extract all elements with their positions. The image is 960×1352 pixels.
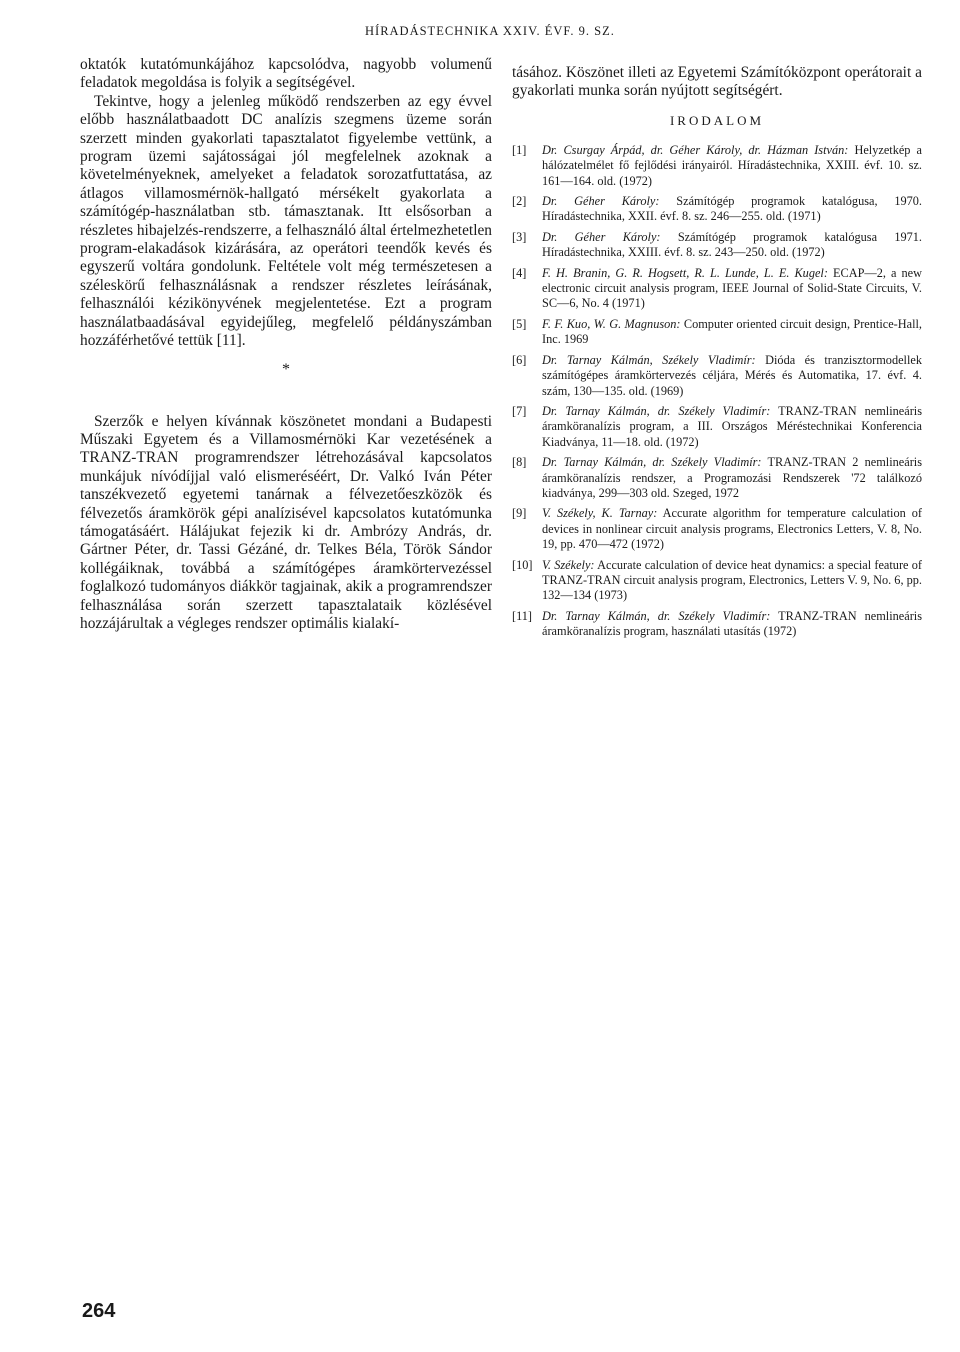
references-list <box>512 143 922 640</box>
reference-author: Dr. Csurgay Árpád, dr. Géher Károly, dr. Házman István: <box>542 142 849 157</box>
reference-body: Számítógép programok katalógusa, 1970. Híradástechnika, XXII. évf. 8. sz. 246—255. old. (1971) <box>542 194 923 224</box>
reference-body: Helyzetkép a hálózatelmélet fő fejlődési irányairól. Híradástechnika, XXIII. évf. 10. sz. 161—164. old. (1972) <box>542 142 922 188</box>
acknowledgement-continuation: tásához. Köszönet illeti az Egyetemi Számítóközpont operátorait a gyakorlati munka során nyújtott segítségért. <box>512 64 922 100</box>
reference-author: Dr. Tarnay Kálmán, Székely Vladimír: <box>542 352 756 367</box>
reference-body: TRANZ-TRAN nemlineáris áramköranalízis program, a III. Országos Méréstechnikai Konferencia Kiadványa, 11—18. old. (1972) <box>542 403 922 449</box>
reference-number: [10] <box>512 557 533 572</box>
reference-body: TRANZ-TRAN 2 nemlineáris áramköranalízis rendszer, a Programozási Rendszerek '72 találkozó kiadványa, 299—303 old. Szeged, 1972 <box>542 455 923 500</box>
reference-number: [7] <box>512 403 527 418</box>
reference-number: [4] <box>512 265 527 280</box>
reference-number: [2] <box>512 194 527 209</box>
reference-item <box>512 609 922 640</box>
reference-text <box>542 558 922 604</box>
reference-body: ECAP—2, a new electronic circuit analysis program, IEEE Journal of Solid-State Circuits, V. SC—6, No. 4 (1971) <box>542 265 922 311</box>
reference-text <box>542 266 922 312</box>
reference-text <box>542 404 922 450</box>
reference-author: Dr. Tarnay Kálmán, dr. Székely Vladimír: <box>542 403 771 418</box>
reference-number: [5] <box>512 316 527 331</box>
reference-item <box>512 558 922 604</box>
reference-author: F. H. Branin, G. R. Hogsett, R. L. Lunde, L. E. Kugel: <box>542 265 828 280</box>
reference-item <box>512 455 922 501</box>
reference-item <box>512 143 922 189</box>
reference-item <box>512 194 922 225</box>
reference-item <box>512 506 922 552</box>
reference-text <box>542 317 922 348</box>
acknowledgement-paragraph: Szerzők e helyen kívánnak köszönetet mondani a Budapesti Műszaki Egyetem és a Villamosmérnöki Kar vezetésének a TRANZ-TRAN programrendszer létrehozásával kapcsolatos munkájuk nívódíjjal való elismeréséért, Dr. Valkó Iván Péter tanszékvezető egyetemi tanárnak a félvezetőeszközök és félvezetős áramkörök gépi analízisével kapcsolatos kutatómunka támogatásáért. Hálájukat fejezik ki dr. Ambrózy András, dr. Gártner Péter, dr. Tassi Gézáné, dr. Telkes Béla, Török Sándor kollégáiknak, továbbá a számítógépes áramkörtervezéssel foglalkozó tudományos diákkör tagjainak, akik a programrendszer felhasználása során szerzett tapasztalataik közlésével hozzájárultak a végleges rendszer optimális kialakí- <box>80 412 492 632</box>
reference-number: [9] <box>512 506 527 521</box>
right-column <box>512 64 922 645</box>
reference-number: [1] <box>512 142 527 157</box>
reference-number: [6] <box>512 352 527 367</box>
section-separator: * <box>282 360 290 378</box>
reference-author: Dr. Géher Károly: <box>542 229 661 244</box>
reference-item <box>512 353 922 399</box>
reference-body: Computer oriented circuit design, Prentice-Hall, Inc. 1969 <box>542 316 923 347</box>
reference-item <box>512 404 922 450</box>
reference-text <box>542 609 922 640</box>
reference-number: [8] <box>512 455 527 470</box>
reference-text <box>542 506 922 552</box>
reference-body: Dióda és tranzisztormodellek számítógépes áramkörtervezés céljára, Mérés és Automatika, 17. évf. 4. szám, 130—135. old. (1969) <box>542 352 922 398</box>
reference-author: Dr. Tarnay Kálmán, dr. Székely Vladimír: <box>542 608 771 623</box>
references-title: IRODALOM <box>669 112 765 128</box>
reference-body: Accurate calculation of device heat dynamics: a special feature of TRANZ-TRAN circuit analysis program, Electronics, Letters V. 9, No. 6, pp. 132—134 (1973) <box>542 557 922 603</box>
reference-text <box>542 455 922 501</box>
reference-body: Számítógép programok katalógusa 1971. Híradástechnika, XXIII. évf. 8. sz. 243—250. old. (1972) <box>542 229 922 260</box>
running-header: HÍRADÁSTECHNIKA XXIV. ÉVF. 9. SZ. <box>365 24 615 38</box>
reference-item <box>512 230 922 261</box>
left-column <box>80 56 492 633</box>
page-number: 264 <box>82 1300 116 1322</box>
reference-author: V. Székely, K. Tarnay: <box>542 506 658 521</box>
reference-author: Dr. Géher Károly: <box>542 194 660 209</box>
reference-body: TRANZ-TRAN nemlineáris áramköranalízis program, használati utasítás (1972) <box>542 608 922 639</box>
reference-author: Dr. Tarnay Kálmán, dr. Székely Vladimír: <box>542 455 762 470</box>
reference-body: Accurate algorithm for temperature calculation of devices in nonlinear circuit analysis programs, Electronics Letters, V. 8, No. 19, pp. 470—472 (1972) <box>542 506 922 552</box>
reference-item <box>512 317 922 348</box>
reference-number: [3] <box>512 229 527 244</box>
reference-text <box>542 143 922 189</box>
paragraph-1: oktatók kutatómunkájához kapcsolódva, nagyobb volumenű feladatok megoldása is folyik a segítségével. <box>80 56 492 92</box>
reference-author: F. F. Kuo, W. G. Magnuson: <box>542 316 681 331</box>
reference-text <box>542 194 922 225</box>
reference-text <box>542 353 922 399</box>
paragraph-2: Tekintve, hogy a jelenleg működő rendszerben az egy évvel előbb használatbaadott DC analízis szegmens üzeme során szerzett minden gyakorlati tapasztalatot figyelembe vettünk, a program üzemi sajátosságai jól megfelelnek azoknak a követelményeknek, amelyeket a feladatok sorozatfuttatása, az átlagos villamosmérnök-hallgató mérsékelt gyakorlata a számítógép-használatban stb. támasztanak. Itt elsősorban a részletes hibajelzés-rendszerre, a felhasználó által értelmezhetetlen program-elakadások kizárására, az operátori teendők kevés és egyszerű voltára gondolunk. Feltétele volt még természetesen a széleskörű felhasználásnak a rendszer részletes leírásának, felhasználói kézikönyvének megjelentetése. Ezt a program használatbaadásával egyidejűleg, megfelelő példányszámban hozzáférhetővé tettük [11]. <box>80 92 492 350</box>
reference-author: V. Székely: <box>542 557 595 572</box>
reference-text <box>542 230 922 261</box>
reference-number: [11] <box>512 608 533 623</box>
reference-item <box>512 266 922 312</box>
